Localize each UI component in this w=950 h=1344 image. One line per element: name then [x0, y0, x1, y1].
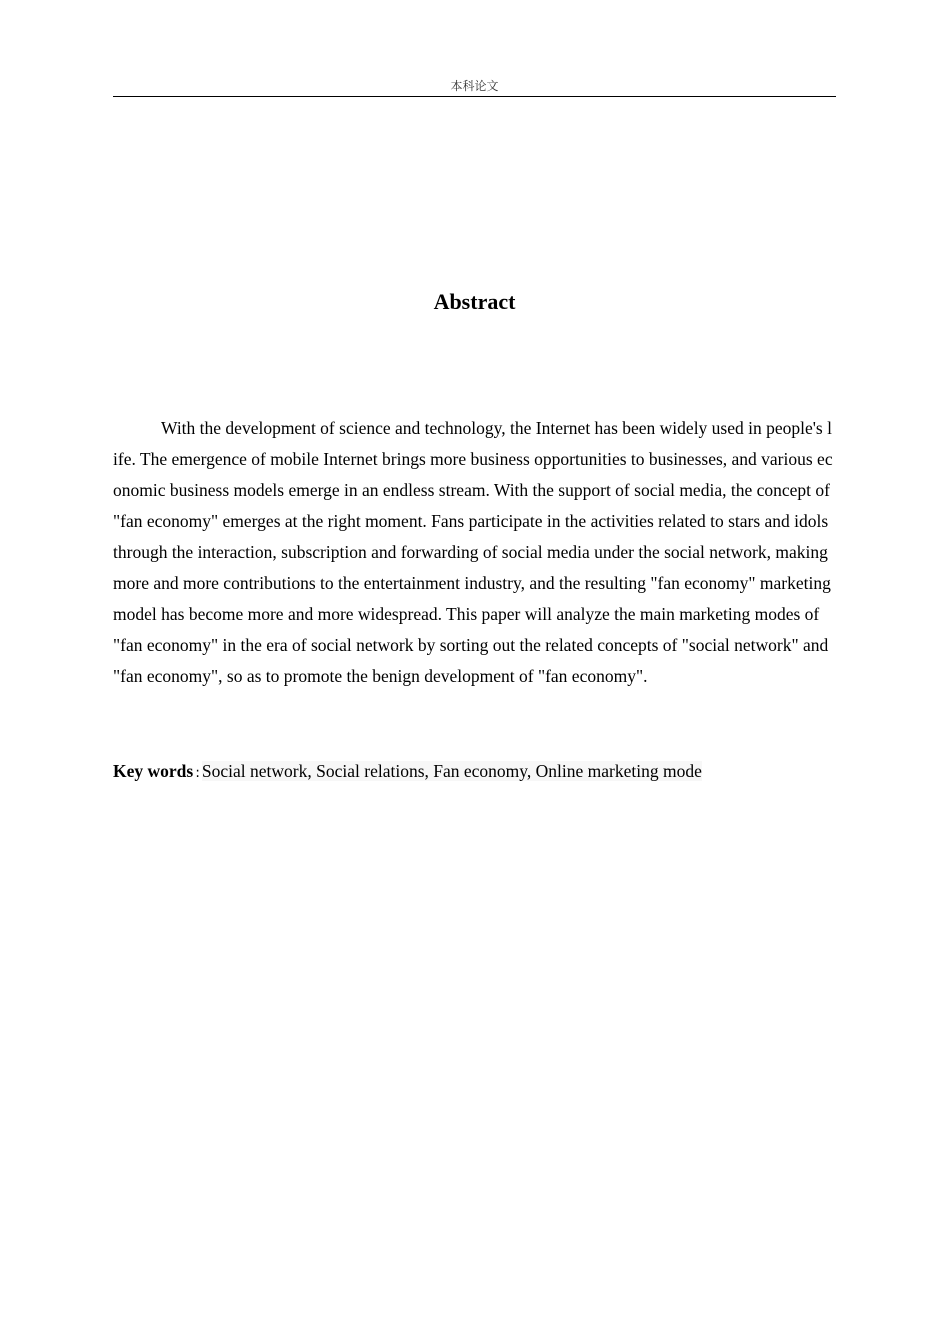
keywords-label: Key words — [113, 761, 194, 781]
keywords-separator: : — [195, 765, 200, 781]
abstract-body: With the development of science and technology, the Internet has been widely used in people's life. The emergence of mobile Internet brings more business opportunities to businesses, and various economic business models emerge in an endless stream. With the support of social media, the concept of "fan economy" emerges at the right moment. Fans participate in the activities related to stars and idols through the interaction, subscription and forwarding of social media under the social network, making more and more contributions to the entertainment industry, and the resulting "fan economy" marketing model has become more and more widespread. This paper will analyze the main marketing modes of "fan economy" in the era of social network by sorting out the related concepts of "social network" and "fan economy", so as to promote the benign development of "fan economy". — [113, 418, 833, 686]
running-header: 本科论文 — [113, 78, 836, 97]
keywords-line — [113, 756, 836, 789]
keywords-value: Social network, Social relations, Fan economy, Online marketing mode — [201, 761, 702, 781]
abstract-title: Abstract — [433, 289, 516, 314]
